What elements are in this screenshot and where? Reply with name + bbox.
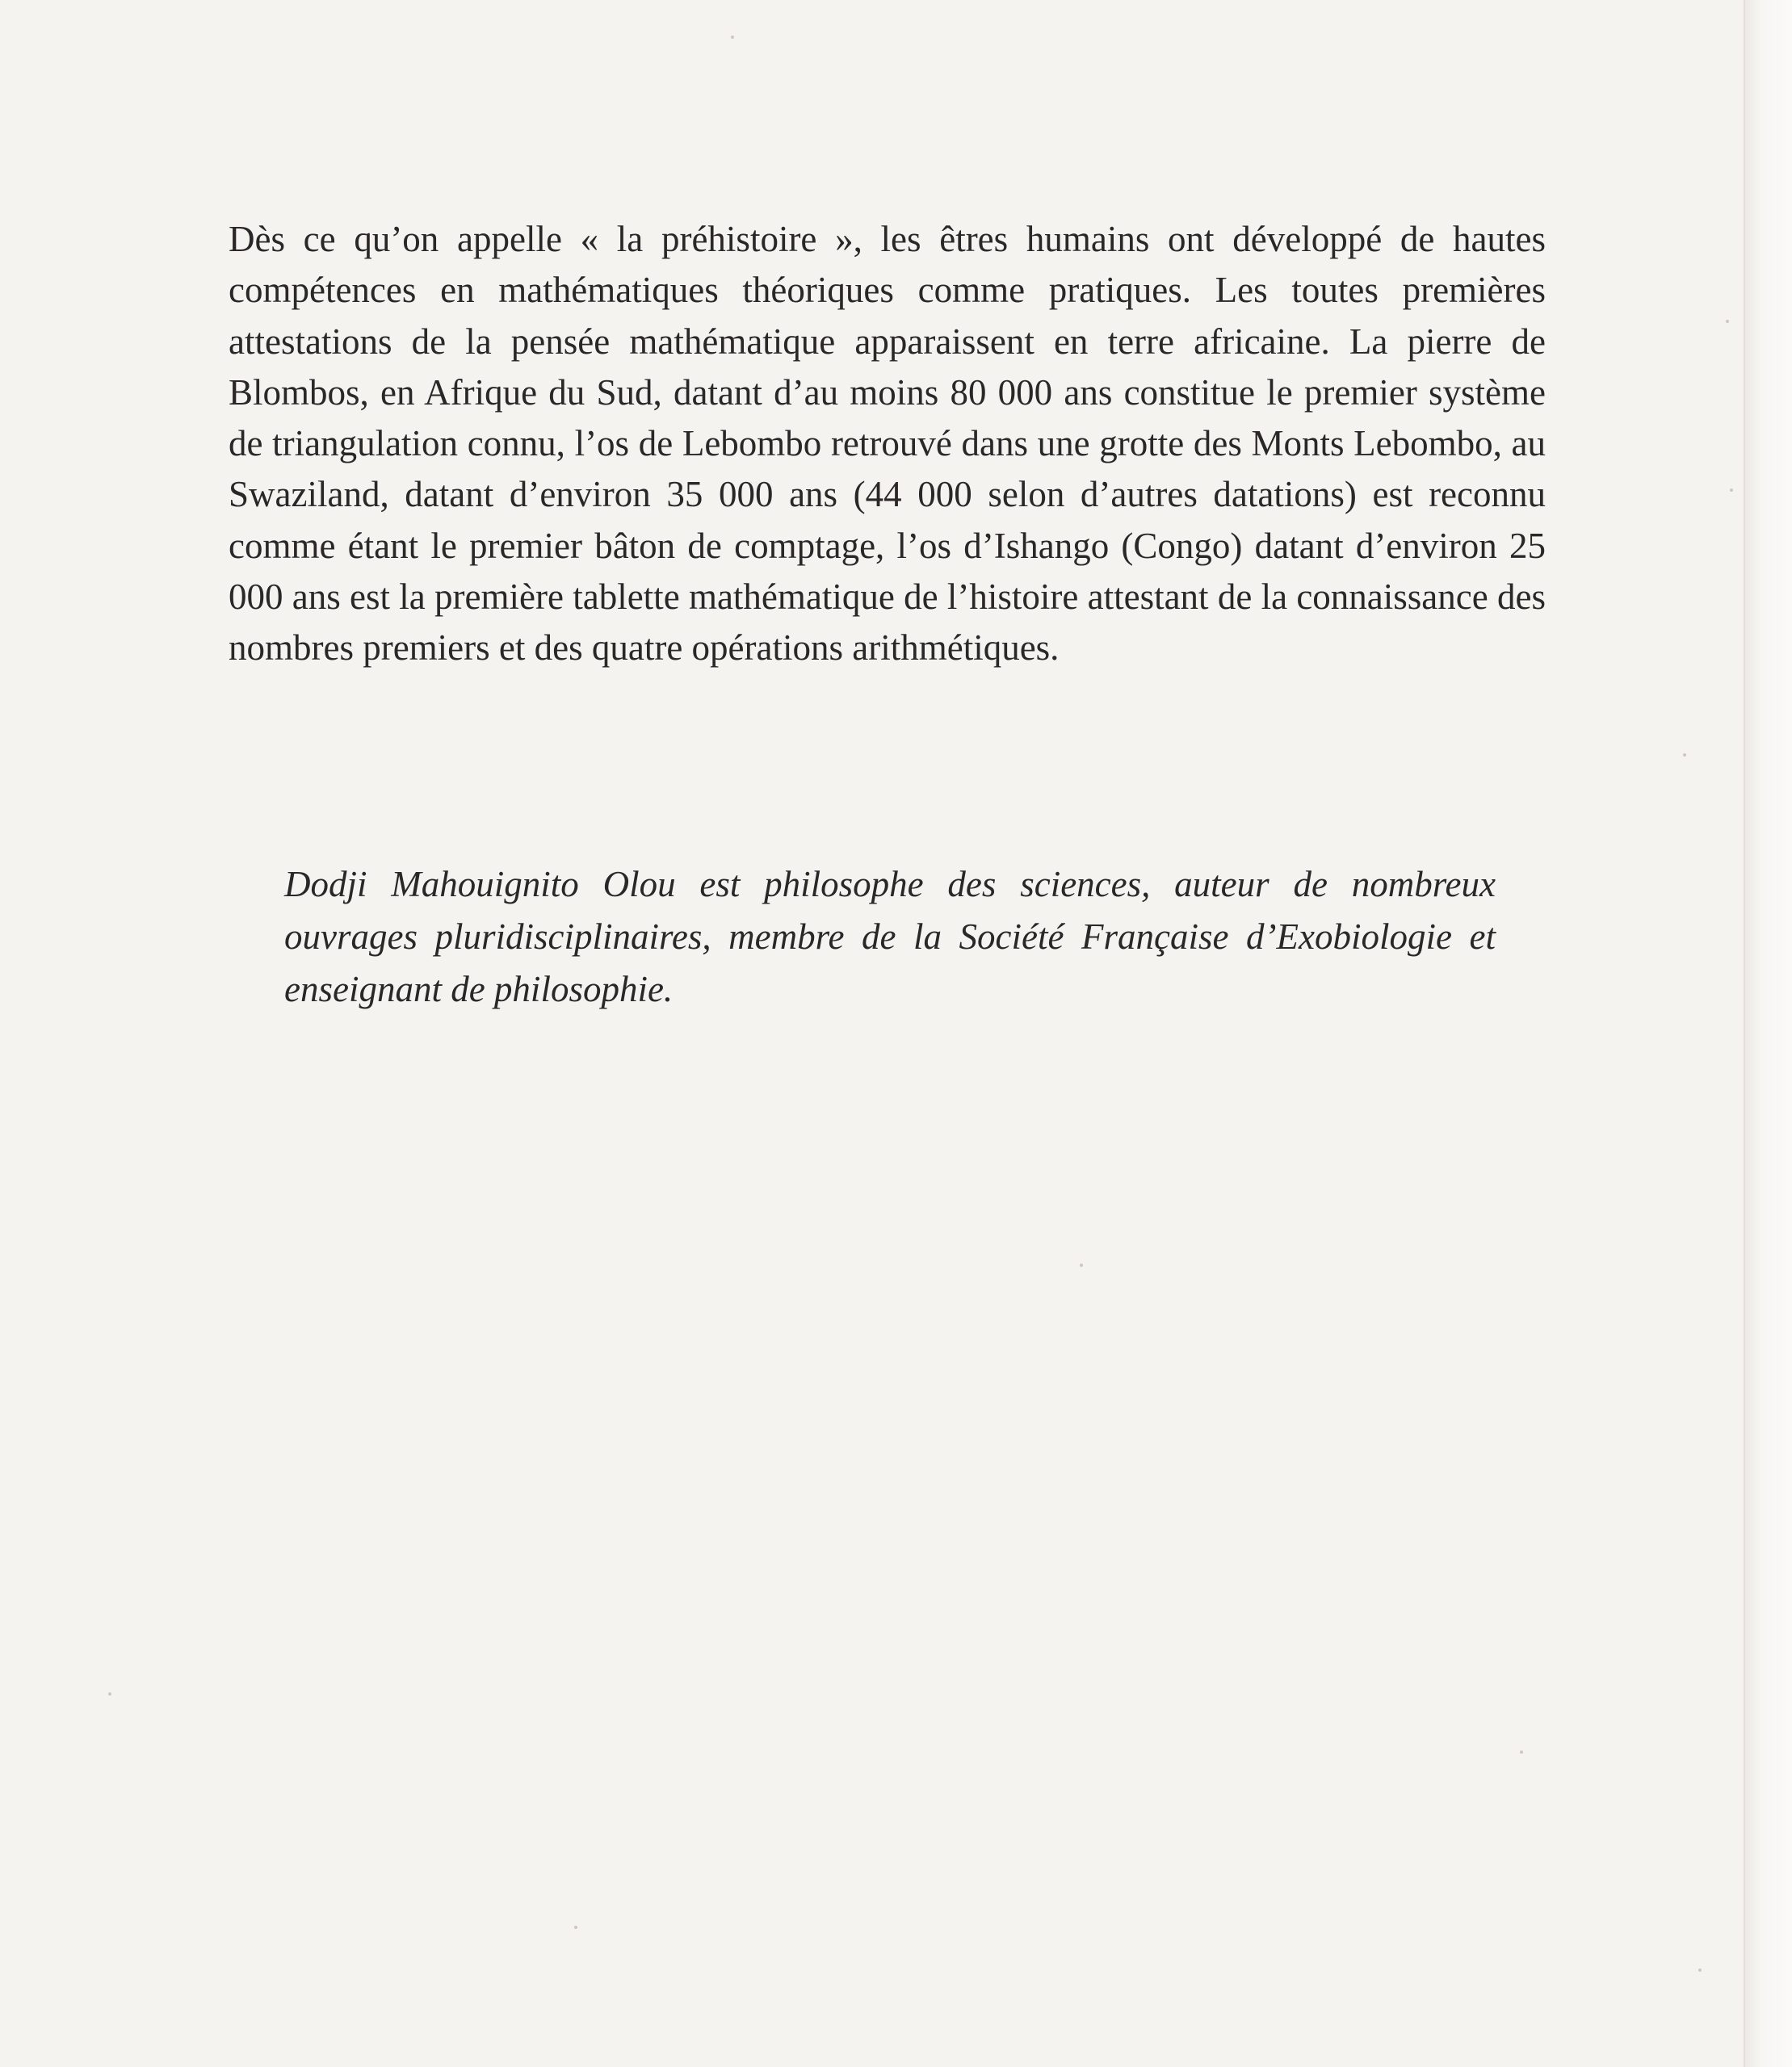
paper-speck bbox=[1683, 753, 1686, 757]
paper-speck bbox=[1080, 1264, 1083, 1267]
paper-speck bbox=[1726, 320, 1729, 323]
page-edge-shadow bbox=[1744, 0, 1792, 2067]
paper-speck bbox=[108, 1692, 111, 1696]
paper-speck bbox=[1520, 1750, 1523, 1754]
paper-speck bbox=[1698, 1968, 1702, 1972]
paper-speck bbox=[574, 1926, 577, 1929]
paper-speck bbox=[1730, 488, 1733, 492]
body-paragraph: Dès ce qu’on appelle « la préhistoire », les êtres humains ont développé de hautes compétences en mathématiques théoriques comme pratiques. Les toutes premières attestations de la pensée mathématique apparaissent en terre africaine. La pierre de Blombos, en Afrique du Sud, datant d’au moins 80 000 ans constitue le premier système de triangulation connu, l’os de Lebombo retrouvé dans une grotte des Monts Lebombo, au Swaziland, datant d’environ 35 000 ans (44 000 selon d’autres datations) est reconnu comme étant le premier bâton de comptage, l’os d’Ishango (Congo) datant d’environ 25 000 ans est la première tablette mathématique de l’histoire attestant de la connaissance des nombres premiers et des quatre opérations arithmétiques. bbox=[229, 219, 1546, 669]
author-bio: Dodji Mahouignito Olou est philosophe des sciences, auteur de nombreux ouvrages pluridisciplinaires, membre de la Société Française d’Exobiologie et enseignant de philosophie. bbox=[284, 864, 1496, 1009]
paper-speck bbox=[731, 36, 734, 39]
